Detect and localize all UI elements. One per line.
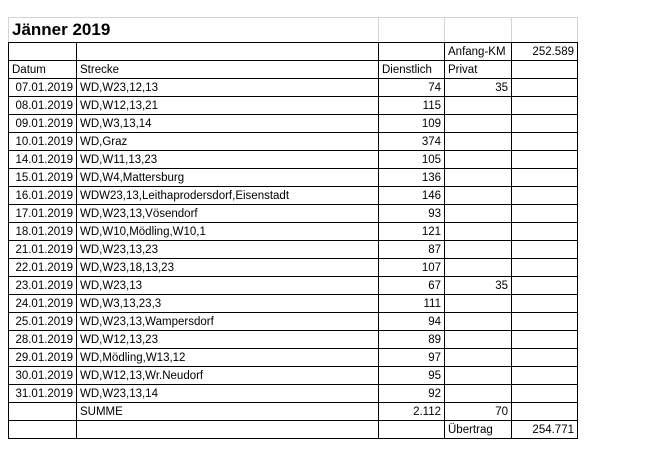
- empty-cell: [512, 403, 578, 421]
- dienstlich-cell: 89: [379, 331, 445, 349]
- date-cell: 23.01.2019: [9, 277, 77, 295]
- date-cell: 10.01.2019: [9, 133, 77, 151]
- privat-cell: [445, 241, 512, 259]
- empty-cell: [9, 421, 77, 439]
- header-dienstlich: Dienstlich: [379, 61, 445, 79]
- route-cell: WD,W23,13,Wampersdorf: [77, 313, 379, 331]
- route-cell: WD,W23,12,13: [77, 79, 379, 97]
- route-cell: WD,W11,13,23: [77, 151, 379, 169]
- summe-privat: 70: [445, 403, 512, 421]
- dienstlich-cell: 92: [379, 385, 445, 403]
- dienstlich-cell: 109: [379, 115, 445, 133]
- title-row: [9, 18, 578, 43]
- date-cell: 16.01.2019: [9, 187, 77, 205]
- privat-cell: [445, 97, 512, 115]
- date-cell: 31.01.2019: [9, 385, 77, 403]
- title-empty-cell: [445, 18, 512, 43]
- table-row: [9, 169, 578, 187]
- dienstlich-cell: 115: [379, 97, 445, 115]
- table-row: [9, 205, 578, 223]
- summe-dienstlich: 2.112: [379, 403, 445, 421]
- empty-cell: [512, 277, 578, 295]
- dienstlich-cell: 67: [379, 277, 445, 295]
- uebertrag-label: Übertrag: [445, 421, 512, 439]
- privat-cell: [445, 205, 512, 223]
- route-cell: WD,W23,13: [77, 277, 379, 295]
- header-strecke: Strecke: [77, 61, 379, 79]
- table-row: [9, 295, 578, 313]
- uebertrag-value: 254.771: [512, 421, 578, 439]
- table-row: [9, 79, 578, 97]
- date-cell: 30.01.2019: [9, 367, 77, 385]
- table-row: [9, 313, 578, 331]
- empty-cell: [512, 205, 578, 223]
- dienstlich-cell: 95: [379, 367, 445, 385]
- table-row: [9, 277, 578, 295]
- date-cell: 28.01.2019: [9, 331, 77, 349]
- route-cell: WD,W12,13,21: [77, 97, 379, 115]
- privat-cell: [445, 259, 512, 277]
- anfang-label: Anfang-KM: [445, 43, 512, 61]
- date-cell: 09.01.2019: [9, 115, 77, 133]
- table-row: [9, 367, 578, 385]
- empty-cell: [512, 187, 578, 205]
- summe-row: [9, 403, 578, 421]
- dienstlich-cell: 87: [379, 241, 445, 259]
- dienstlich-cell: 107: [379, 259, 445, 277]
- privat-cell: [445, 151, 512, 169]
- empty-cell: [9, 403, 77, 421]
- privat-cell: [445, 115, 512, 133]
- empty-cell: [77, 43, 379, 61]
- route-cell: WD,W10,Mödling,W10,1: [77, 223, 379, 241]
- empty-cell: [512, 61, 578, 79]
- privat-cell: [445, 169, 512, 187]
- date-cell: 24.01.2019: [9, 295, 77, 313]
- dienstlich-cell: 97: [379, 349, 445, 367]
- table-row: [9, 241, 578, 259]
- date-cell: 21.01.2019: [9, 241, 77, 259]
- empty-cell: [512, 169, 578, 187]
- date-cell: 22.01.2019: [9, 259, 77, 277]
- date-cell: 18.01.2019: [9, 223, 77, 241]
- route-cell: WD,Graz: [77, 133, 379, 151]
- privat-cell: [445, 367, 512, 385]
- empty-cell: [512, 349, 578, 367]
- table-row: [9, 259, 578, 277]
- privat-cell: [445, 385, 512, 403]
- date-cell: 08.01.2019: [9, 97, 77, 115]
- empty-cell: [77, 421, 379, 439]
- anfang-value: 252.589: [512, 43, 578, 61]
- empty-cell: [9, 43, 77, 61]
- dienstlich-cell: 136: [379, 169, 445, 187]
- dienstlich-cell: 146: [379, 187, 445, 205]
- date-cell: 14.01.2019: [9, 151, 77, 169]
- empty-cell: [512, 97, 578, 115]
- header-datum: Datum: [9, 61, 77, 79]
- anfang-row: [9, 43, 578, 61]
- empty-cell: [512, 259, 578, 277]
- privat-cell: [445, 349, 512, 367]
- date-cell: 29.01.2019: [9, 349, 77, 367]
- table-row: [9, 385, 578, 403]
- route-cell: WD,W23,18,13,23: [77, 259, 379, 277]
- empty-cell: [512, 79, 578, 97]
- table-row: [9, 349, 578, 367]
- route-cell: WDW23,13,Leithaprodersdorf,Eisenstadt: [77, 187, 379, 205]
- dienstlich-cell: 94: [379, 313, 445, 331]
- empty-cell: [512, 133, 578, 151]
- table-row: [9, 223, 578, 241]
- empty-cell: [512, 367, 578, 385]
- summe-label: SUMME: [77, 403, 379, 421]
- date-cell: 25.01.2019: [9, 313, 77, 331]
- date-cell: 17.01.2019: [9, 205, 77, 223]
- dienstlich-cell: 121: [379, 223, 445, 241]
- uebertrag-row: [9, 421, 578, 439]
- table-row: [9, 97, 578, 115]
- empty-cell: [512, 385, 578, 403]
- privat-cell: 35: [445, 277, 512, 295]
- table-row: [9, 133, 578, 151]
- route-cell: WD,W3,13,23,3: [77, 295, 379, 313]
- empty-cell: [512, 151, 578, 169]
- date-cell: 07.01.2019: [9, 79, 77, 97]
- title-empty-cell: [379, 18, 445, 43]
- route-cell: WD,W23,13,23: [77, 241, 379, 259]
- header-row: [9, 61, 578, 79]
- route-cell: WD,Mödling,W13,12: [77, 349, 379, 367]
- table-row: [9, 187, 578, 205]
- route-cell: WD,W23,13,14: [77, 385, 379, 403]
- empty-cell: [512, 331, 578, 349]
- route-cell: WD,W23,13,Vösendorf: [77, 205, 379, 223]
- empty-cell: [512, 115, 578, 133]
- route-cell: WD,W12,13,23: [77, 331, 379, 349]
- privat-cell: [445, 133, 512, 151]
- empty-cell: [512, 313, 578, 331]
- dienstlich-cell: 105: [379, 151, 445, 169]
- empty-cell: [512, 223, 578, 241]
- empty-cell: [512, 295, 578, 313]
- privat-cell: 35: [445, 79, 512, 97]
- logbook-table: [8, 17, 578, 439]
- privat-cell: [445, 313, 512, 331]
- header-privat: Privat: [445, 61, 512, 79]
- route-cell: WD,W12,13,Wr.Neudorf: [77, 367, 379, 385]
- sheet-title: Jänner 2019: [9, 18, 379, 43]
- table-row: [9, 115, 578, 133]
- privat-cell: [445, 187, 512, 205]
- table-row: [9, 331, 578, 349]
- dienstlich-cell: 93: [379, 205, 445, 223]
- privat-cell: [445, 295, 512, 313]
- empty-cell: [512, 241, 578, 259]
- date-cell: 15.01.2019: [9, 169, 77, 187]
- title-empty-cell: [512, 18, 578, 43]
- privat-cell: [445, 223, 512, 241]
- route-cell: WD,W4,Mattersburg: [77, 169, 379, 187]
- empty-cell: [379, 43, 445, 61]
- dienstlich-cell: 74: [379, 79, 445, 97]
- route-cell: WD,W3,13,14: [77, 115, 379, 133]
- dienstlich-cell: 111: [379, 295, 445, 313]
- privat-cell: [445, 331, 512, 349]
- dienstlich-cell: 374: [379, 133, 445, 151]
- table-row: [9, 151, 578, 169]
- empty-cell: [379, 421, 445, 439]
